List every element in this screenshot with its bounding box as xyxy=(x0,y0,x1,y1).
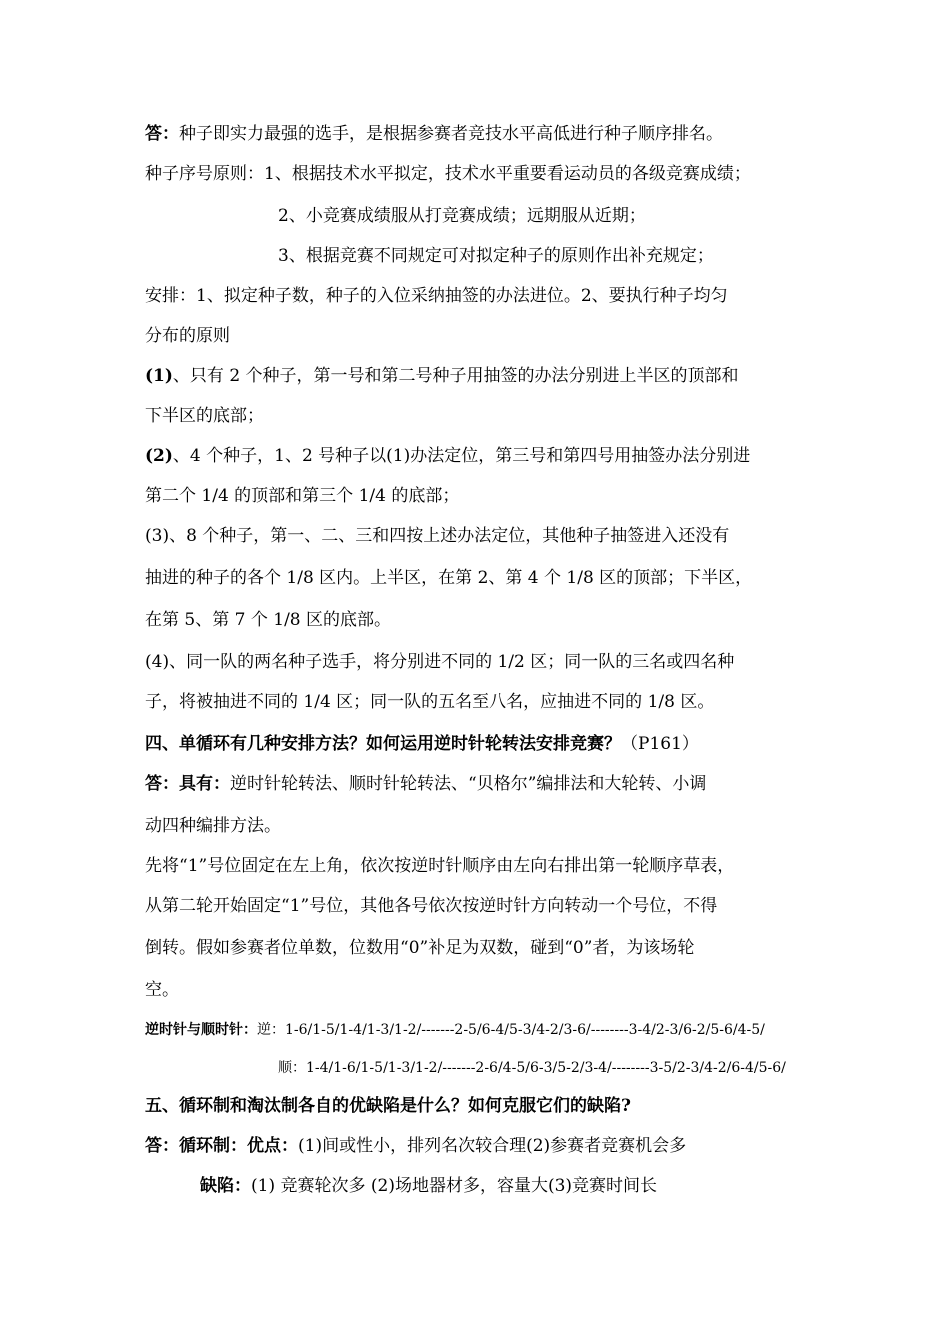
answer-label: 答：循环制：优点： xyxy=(145,1136,298,1156)
text: 逆时针轮转法、顺时针轮转法、“贝格尔”编排法和大轮转、小调 xyxy=(230,774,707,794)
answer-5-advantages xyxy=(145,1134,686,1158)
rotation-clockwise: 顺：1-4/1-6/1-5/1-3/1-2/-------2-6/4-5/6-3/5-2/3-4/--------3-5/2-3/4-2/6-4/5-6/ xyxy=(278,1060,786,1076)
question-5-heading: 五、循环制和淘汰制各自的优缺陷是什么？如何克服它们的缺陷? xyxy=(145,1096,631,1116)
seed-principle-1: 种子序号原则：1、根据技术水平拟定，技术水平重要看运动员的各级竞赛成绩； xyxy=(145,164,751,184)
rule-4-line-1: (4)、同一队的两名种子选手，将分别进不同的 1/2 区；同一队的三名或四名种 xyxy=(145,652,735,672)
arrangement-line-2: 分布的原则 xyxy=(145,326,230,346)
question-4-heading xyxy=(145,732,699,756)
rule-1-line-2: 下半区的底部； xyxy=(145,406,264,426)
method-line-2: 从第二轮开始固定“1”号位，其他各号依次按逆时针方向转动一个号位，不得 xyxy=(145,896,718,916)
text: 、4 个种子，1、2 号种子以(1)办法定位，第三号和第四号用抽签办法分别进 xyxy=(172,446,751,466)
answer-4-line-1 xyxy=(145,772,706,796)
text: 逆：1-6/1-5/1-4/1-3/1-2/-------2-5/6-4/5-3/4-2/3-6/--------3-4/2-3/6-2/5-6/4-5/ xyxy=(257,1022,765,1038)
rule-3-line-1: (3)、8 个种子，第一、二、三和四按上述办法定位，其他种子抽签进入还没有 xyxy=(145,526,730,546)
rule-3-line-3: 在第 5、第 7 个 1/8 区的底部。 xyxy=(145,610,392,630)
rule-number: (1) xyxy=(145,366,173,386)
answer-5-disadvantages xyxy=(200,1174,657,1198)
answer-label: 答：具有： xyxy=(145,774,230,794)
rotation-label: 逆时针与顺时针： xyxy=(145,1022,257,1038)
rule-2-line-2: 第二个 1/4 的顶部和第三个 1/4 的底部； xyxy=(145,486,460,506)
answer-seed-definition xyxy=(145,122,723,146)
rule-number: (2) xyxy=(145,446,173,466)
text: (1) 竞赛轮次多 (2)场地器材多，容量大(3)竞赛时间长 xyxy=(251,1176,658,1196)
rotation-counterclockwise xyxy=(145,1018,765,1042)
answer-4-line-2: 动四种编排方法。 xyxy=(145,816,281,836)
method-line-1: 先将“1”号位固定在左上角，依次按逆时针顺序由左向右排出第一轮顺序草表， xyxy=(145,856,735,876)
method-line-3: 倒转。假如参赛者位单数，位数用“0”补足为双数，碰到“0”者，为该场轮 xyxy=(145,938,695,958)
rule-4-line-2: 子，将被抽进不同的 1/4 区；同一队的五名至八名，应抽进不同的 1/8 区。 xyxy=(145,692,715,712)
rule-3-line-2: 抽进的种子的各个 1/8 区内。上半区，在第 2、第 4 个 1/8 区的顶部；下半区， xyxy=(145,568,753,588)
rule-1-line-1 xyxy=(145,364,739,388)
arrangement-line-1: 安排：1、拟定种子数，种子的入位采纳抽签的办法进位。2、要执行种子均匀 xyxy=(145,286,728,306)
page-ref: （P161） xyxy=(621,734,699,754)
disadvantage-label: 缺陷： xyxy=(200,1176,251,1196)
text: 、只有 2 个种子，第一号和第二号种子用抽签的办法分别进上半区的顶部和 xyxy=(172,366,739,386)
rule-2-line-1 xyxy=(145,444,750,468)
seed-principle-2: 2、小竞赛成绩服从打竞赛成绩；远期服从近期； xyxy=(278,206,646,226)
text: (1)间或性小，排列名次较合理(2)参赛者竞赛机会多 xyxy=(298,1136,687,1156)
method-line-4: 空。 xyxy=(145,980,179,1000)
answer-label: 答： xyxy=(145,124,179,144)
question-text: 四、单循环有几种安排方法？如何运用逆时针轮转法安排竞赛？ xyxy=(145,734,621,754)
text: 种子即实力最强的选手，是根据参赛者竞技水平高低进行种子顺序排名。 xyxy=(179,124,723,144)
seed-principle-3: 3、根据竞赛不同规定可对拟定种子的原则作出补充规定； xyxy=(278,246,714,266)
